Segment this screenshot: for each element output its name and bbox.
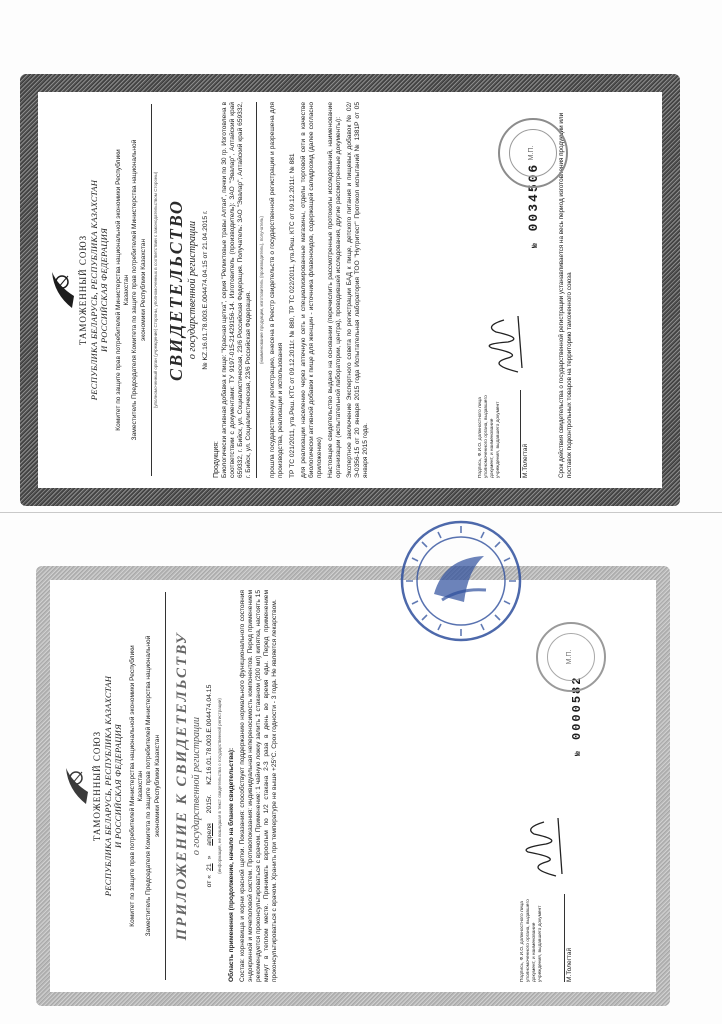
divider <box>151 104 152 476</box>
org-line1: Комитет по защите прав потребителей Министерства национальной экономики Республики <box>115 149 122 431</box>
org-line1: Комитет по защите прав потребителей Министерства национальной экономики Республики <box>129 645 136 927</box>
divider <box>256 102 257 478</box>
signature-caption: Подпись, Ф.И.О. должностного лица уполномоченного органа, выдавшего документ, и наименование учреждения, выдавшего документ <box>478 395 501 478</box>
compliance-text: прошла государственную регистрацию, внесена в Реестр свидетельств о государственной регистрации и разрешена для производства, реализации и использования <box>269 102 285 478</box>
republics-line2: И РОССИЙСКАЯ ФЕДЕРАЦИЯ <box>99 227 109 353</box>
org-caption: (уполномоченный орган (учреждение) Стороны, уполномоченных в соответствии с законодательством Стороны) <box>152 171 158 409</box>
issuer-line1: Заместитель Председателя Комитета по защите прав потребителей Министерства национальной <box>131 139 139 441</box>
signature-caption: Подпись, Ф.И.О. должностного лица уполномоченного органа, выдавшего документ, и наименование учреждения, выдавшего документ <box>520 899 543 982</box>
serial-prefix: № <box>531 241 540 248</box>
appendix-content <box>50 580 656 992</box>
product-text: Биологически активная добавка к пище: "Красная щетка", серия "Реликтовые травы Алтая", пачки по 30 гр. Изготовлена в соответствии с документами: ТУ 9197-015-21429156-14. Изготовитель (производитель): ЗАО "Эвалар", Алтайский край 659332, г. Бийск, ул. Социалистическая, 23/6 Российская Федерация. Получатель: ЗАО "Эвалар", Алтайский край 659332, г. Бийск, ул. Социалистическая, 23/6 Российская Федерация. <box>220 102 253 478</box>
org-line2: Казахстан <box>137 770 145 802</box>
certificate-number: № KZ.16.01.78.003.E.004474.04.15 от 21.04.2015 г. <box>201 210 209 370</box>
signer-name: М.Толегтай <box>520 390 529 478</box>
certificate-content <box>38 92 662 488</box>
company-seal-blue <box>398 518 524 644</box>
republics-line1: РЕСПУБЛИКА БЕЛАРУСЬ, РЕСПУБЛИКА КАЗАХСТАН <box>89 179 99 401</box>
handwritten-signature <box>478 308 530 378</box>
republics-line2: И РОССИЙСКАЯ ФЕДЕРАЦИЯ <box>113 723 123 849</box>
number-caption: (информация, не вошедшая в текст свидетельства о государственной регистрации) <box>216 698 222 874</box>
day: 21 <box>205 863 213 871</box>
issuer-line1: Заместитель Председателя Комитета по защите прав потребителей Министерства национальной <box>145 635 153 937</box>
customs-union-emblem-icon <box>62 764 92 808</box>
signer-name: М.Толегтай <box>564 894 573 982</box>
appendix-date-number <box>206 580 213 992</box>
from-word: от « <box>205 874 213 888</box>
year-suffix: г. <box>205 794 213 799</box>
validity-text: Срок действия свидетельства о государственной регистрации устанавливается на весь период изготовления продукции или поставок подконтрольных товаров на территорию таможенного союза <box>558 112 573 478</box>
basis-details: Экспертное заключение Экспертного совета по регистрации БАД к пище, детского питания и пищевых добавок № 02/Э-0356-15 от 20 января 2015 года Испытательная лаборатория ТОО "Нутритест" Протокол испытаний № 1381Р от 05 января 2015 года. <box>346 102 370 478</box>
appendix-title: ПРИЛОЖЕНИЕ К СВИДЕТЕЛЬСТВУ <box>173 631 190 941</box>
official-stamp-gray <box>498 118 568 188</box>
page-fold-line <box>0 512 722 513</box>
stamp-mp: М.П. <box>566 649 573 665</box>
official-stamp-gray <box>536 622 606 692</box>
appendix-text: Состав: корневища и корни красной щетки. Показания: способствует поддержанию нормального функционального состояния эндокринной и мочеполовой систем. Противопоказания: индивидуальная непереносимость компонентов. Перед применением рекомендуется проконсультироваться с врачом. Применение: 1 чайную ложку залить 1 стаканом (200 мл) кипятка, настоять 15 минут в теплом месте. Принимать взрослым по 1/2 стакана 2-3 раза в день во время еды. Перед применением проконсультироваться с врачом. Хранить при температуре не выше +25°С. Срок годности - 3 года. Не является лекарством. <box>238 590 279 982</box>
certificate-subtitle: о государственной регистрации <box>186 220 198 360</box>
purpose-text: для реализации населению через аптечную сеть и специализированные магазины, отделы торговой сети в качестве биологически активной добавки к пище для женщин - источника флавоноидов, содержащей салидрозид (далее согласно приложению) <box>299 102 323 478</box>
product-caption: (наименование продукции, изготовитель (производитель), получатель) <box>259 215 265 365</box>
serial-prefix: № <box>574 749 583 756</box>
day-close: » <box>205 855 213 860</box>
month: апреля <box>205 823 213 846</box>
serial-number: 0034506 <box>526 162 541 232</box>
issuer-line2: экономики Республики Казахстан <box>153 734 161 838</box>
certificate-appendix <box>36 566 670 1006</box>
certificate-title: СВИДЕТЕЛЬСТВО <box>165 199 186 381</box>
org-line2: Казахстан <box>123 274 131 306</box>
divider <box>165 592 166 980</box>
customs-union-emblem-icon <box>48 268 78 312</box>
appendix-number: KZ.16.01.78.003.E.004474.04.15 <box>205 684 213 785</box>
product-label: Продукция: <box>212 441 220 478</box>
union-title: ТАМОЖЕННЫЙ СОЮЗ <box>78 234 88 346</box>
basis-text: Настоящее свидетельство выдано на основании (перечислить рассмотренные протоколы исследований, наименование организации (испытательной лаборатории, центра), проводившей исследования, другие рассмотренные документы): <box>326 102 343 478</box>
stamp-mp: М.П. <box>528 145 535 161</box>
handwritten-signature <box>516 812 568 882</box>
regulations: ТР ТС 021/2011, утв.Реш. КТС от 09.12.2011г. № 880, ТР ТС 022/2011, утв.Реш. КТС от 09.12.2011г. № 881 <box>288 153 296 478</box>
appendix-subtitle: о государственной регистрации <box>190 716 202 856</box>
union-title: ТАМОЖЕННЫЙ СОЮЗ <box>92 730 102 842</box>
appendix-serial-number: 0000582 <box>570 675 584 740</box>
republics-line1: РЕСПУБЛИКА БЕЛАРУСЬ, РЕСПУБЛИКА КАЗАХСТАН <box>103 675 113 897</box>
state-registration-certificate <box>20 74 680 506</box>
issuer-line2: экономики Республики Казахстан <box>139 238 147 342</box>
year: 2015 <box>205 798 213 814</box>
scope-heading: Область применения (продолжение, начало на бланке свидетельства): <box>227 747 235 982</box>
